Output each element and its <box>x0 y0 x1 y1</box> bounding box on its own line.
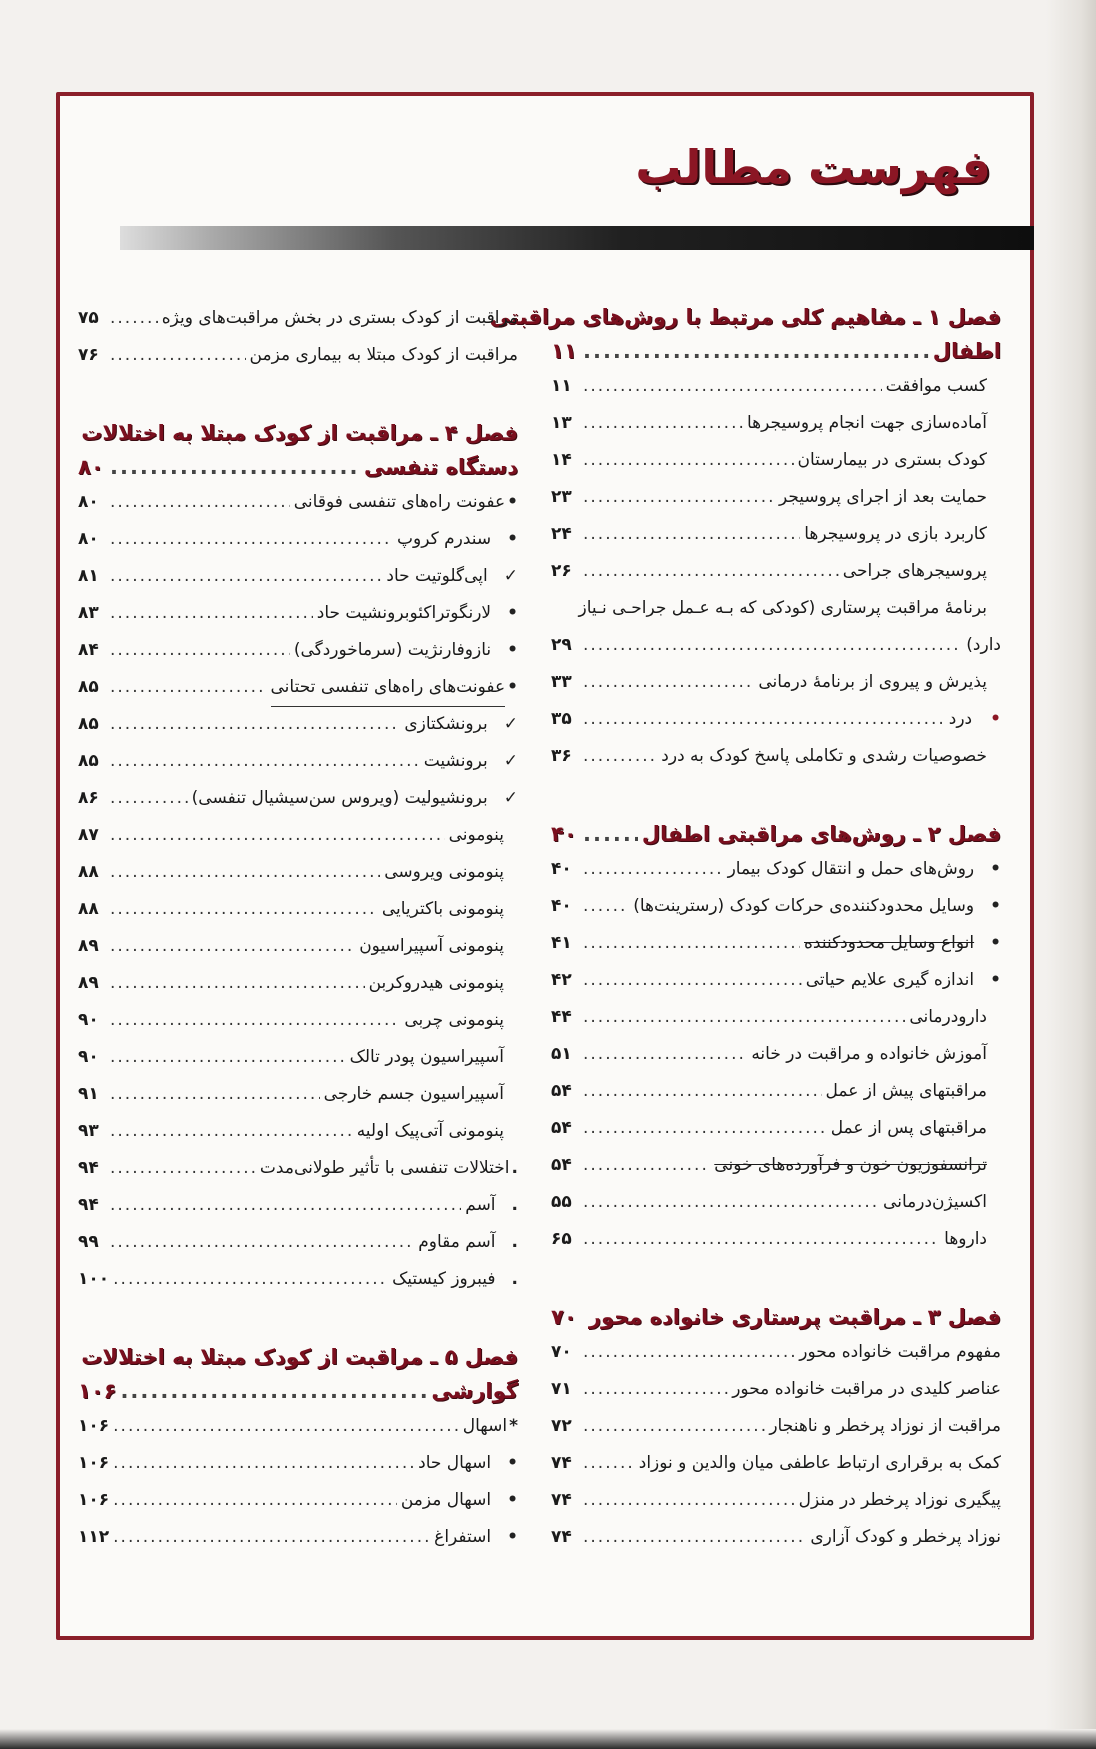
toc-entry[interactable] <box>551 590 1001 627</box>
bullet-icon: . <box>511 1195 518 1215</box>
toc-entry[interactable] <box>551 1519 1001 1556</box>
toc-entry[interactable] <box>551 1221 1001 1258</box>
page-number: ۸۶ <box>78 788 99 808</box>
page-number: ۸۹ <box>78 936 99 956</box>
toc-left-column <box>78 300 518 1556</box>
page-number: ۴۰ <box>551 822 577 846</box>
dot-leader <box>110 817 445 854</box>
toc-entry[interactable] <box>551 962 1001 999</box>
dot-leader <box>110 1150 256 1187</box>
bullet-icon: • <box>990 970 1001 990</box>
toc-entry[interactable] <box>78 1519 518 1556</box>
bullet-icon: . <box>511 1269 518 1289</box>
bullet-icon: • <box>990 709 1001 729</box>
entry-label: برونشیولیت (ویروس سن‌سیشیال تنفسی) <box>191 788 488 808</box>
entry-label: اسهال حاد <box>418 1453 492 1473</box>
dot-leader <box>110 706 400 743</box>
toc-entry[interactable] <box>78 300 518 337</box>
page-number: ۸۵ <box>78 714 99 734</box>
dot-leader <box>113 1408 459 1445</box>
toc-entry[interactable] <box>78 743 518 780</box>
dot-leader <box>110 484 290 521</box>
page-number: ۹۰ <box>78 1047 99 1067</box>
dot-leader <box>110 854 380 891</box>
toc-entry[interactable] <box>551 1371 1001 1408</box>
checkmark-icon: ✓ <box>503 751 518 771</box>
page-number: ۱۰۶ <box>78 1490 110 1510</box>
entry-label: اپی‌گلوتیت حاد <box>386 566 488 586</box>
dot-leader <box>113 1445 414 1482</box>
page-number: ۸۸ <box>78 862 99 882</box>
dot-leader <box>110 1224 414 1261</box>
toc-entry[interactable] <box>78 780 518 817</box>
page-number: ۱۱۲ <box>78 1527 110 1547</box>
dot-leader <box>110 669 267 706</box>
dot-leader <box>583 962 802 999</box>
toc-entry[interactable] <box>551 1110 1001 1147</box>
entry-label: پنومونی ویروسی <box>384 862 504 882</box>
page-number: ۷۵ <box>78 308 99 328</box>
toc-entry[interactable] <box>78 632 518 669</box>
page-number: ۳۳ <box>551 672 572 692</box>
page-title: فهرست مطالب <box>635 140 991 194</box>
entry-label: آماده‌سازی جهت انجام پروسیجرها <box>746 413 987 433</box>
entry-label: استفراغ <box>434 1527 492 1547</box>
page-number: ۷۰ <box>551 1342 572 1362</box>
toc-entry[interactable] <box>78 891 518 928</box>
dot-leader <box>110 595 313 632</box>
dot-leader <box>583 817 638 851</box>
dot-leader <box>583 516 800 553</box>
entry-label: دستگاه تنفسی <box>364 455 518 479</box>
dot-leader <box>110 1187 461 1224</box>
dot-leader <box>110 632 290 669</box>
toc-entry[interactable] <box>551 1482 1001 1519</box>
toc-entry[interactable] <box>78 817 518 854</box>
entry-label: فصل ۴ ـ مراقبت از کودک مبتلا به اختلالات <box>81 421 518 445</box>
bullet-icon: • <box>990 859 1001 879</box>
page-number: ۹۳ <box>78 1121 99 1141</box>
page-number: ۸۰ <box>78 455 104 479</box>
bullet-icon: . <box>511 1232 518 1252</box>
toc-entry[interactable] <box>78 484 518 521</box>
page-number: ۸۴ <box>78 640 99 660</box>
dot-leader <box>583 627 962 664</box>
page-number: ۹۰ <box>78 1010 99 1030</box>
page-number: ۷۴ <box>551 1527 572 1547</box>
page-number: ۵۴ <box>551 1118 572 1138</box>
toc-entry[interactable] <box>551 368 1001 405</box>
dot-leader <box>113 1261 388 1298</box>
entry-label: اکسیژن‌درمانی <box>883 1192 987 1212</box>
entry-label: لارنگوتراکئوبرونشیت حاد <box>316 603 492 623</box>
bullet-icon: * <box>509 1416 518 1436</box>
entry-label: درد <box>948 709 973 729</box>
entry-label: مراقبتهای پیش از عمل <box>825 1081 987 1101</box>
dot-leader <box>583 368 882 405</box>
page-number: ۵۴ <box>551 1155 572 1175</box>
checkmark-icon: ✓ <box>503 714 518 734</box>
chapter-3-items <box>551 1334 1001 1556</box>
dot-leader <box>583 701 945 738</box>
dot-leader <box>110 965 365 1002</box>
entry-label: اختلالات تنفسی با تأثیر طولانی‌مدت <box>259 1158 510 1178</box>
entry-label: آسم مقاوم <box>418 1232 496 1252</box>
chapter-2-items <box>551 851 1001 1258</box>
dot-leader <box>583 738 657 775</box>
entry-label: کسب موافقت <box>885 376 987 396</box>
entry-label: اندازه گیری علایم حیاتی <box>805 970 975 990</box>
entry-label: برونشیت <box>423 751 488 771</box>
dot-leader <box>583 1036 747 1073</box>
entry-label: پنومونی هیدروکربن <box>368 973 504 993</box>
dot-leader <box>583 925 800 962</box>
dot-leader <box>110 1076 320 1113</box>
dot-leader <box>583 1408 765 1445</box>
toc-entry[interactable] <box>78 706 518 743</box>
entry-label: پنومونی آتی‌پیک اولیه <box>356 1121 504 1141</box>
dot-leader <box>110 558 382 595</box>
page-number: ۹۹ <box>78 1232 99 1252</box>
page-number: ۷۱ <box>551 1379 572 1399</box>
toc-entry[interactable] <box>78 965 518 1002</box>
toc-entry[interactable] <box>78 1076 518 1113</box>
bullet-icon: • <box>507 1527 518 1547</box>
page-number: ۹۴ <box>78 1195 99 1215</box>
entry-label: آسم <box>465 1195 496 1215</box>
page-number: ۷۴ <box>551 1453 572 1473</box>
entry-label: عفونت‌های راه‌های تنفسی تحتانی <box>271 669 506 707</box>
toc-entry[interactable] <box>78 1408 518 1445</box>
toc-entry[interactable] <box>78 1445 518 1482</box>
entry-label: فصل ۳ ـ مراقبت پرستاری خانواده محور <box>588 1305 1001 1329</box>
toc-entry[interactable] <box>78 595 518 632</box>
dot-leader <box>110 928 355 965</box>
entry-label: مراقبت از کودک مبتلا به بیماری مزمن <box>249 345 518 365</box>
entry-label: اسهال <box>462 1416 508 1436</box>
page-number: ۱۰۶ <box>78 1453 110 1473</box>
dot-leader <box>583 664 754 701</box>
entry-label: حمایت بعد از اجرای پروسیجر <box>778 487 987 507</box>
entry-label: پنومونی <box>448 825 504 845</box>
toc-entry[interactable] <box>78 1113 518 1150</box>
page-number: ۱۳ <box>551 413 572 433</box>
entry-label: خصوصیات رشدی و تکاملی پاسخ کودک به درد <box>661 746 987 766</box>
toc-entry[interactable] <box>78 1187 518 1224</box>
page-number: ۱۰۶ <box>78 1416 110 1436</box>
page-number: ۸۱ <box>78 566 99 586</box>
page-number: ۳۶ <box>551 746 572 766</box>
entry-label: پیگیری نوزاد پرخطر در منزل <box>798 1490 1001 1510</box>
entry-label: مراقبت از کودک بستری در بخش مراقبت‌های ویژه <box>161 308 518 328</box>
bullet-icon: • <box>507 529 518 549</box>
dot-leader <box>583 1519 806 1556</box>
dot-leader <box>113 1482 397 1519</box>
entry-label: فیبروز کیستیک <box>392 1269 496 1289</box>
chapter-1-items <box>551 368 1001 775</box>
dot-leader <box>583 1073 822 1110</box>
page-number: ۸۷ <box>78 825 99 845</box>
checkmark-icon: ✓ <box>503 566 518 586</box>
dot-leader <box>583 1221 940 1258</box>
dot-leader <box>110 1039 346 1076</box>
entry-label: پنومونی آسپیراسیون <box>359 936 504 956</box>
bullet-icon: • <box>507 492 518 512</box>
dot-leader <box>113 1519 430 1556</box>
entry-label: داروها <box>944 1229 987 1249</box>
toc-entry[interactable] <box>78 1039 518 1076</box>
page-number: ۸۵ <box>78 751 99 771</box>
dot-leader <box>120 1374 427 1408</box>
toc-right-column <box>489 300 1001 1556</box>
toc-entry[interactable] <box>551 888 1001 925</box>
entry-label: سندرم کروپ <box>397 529 492 549</box>
dot-leader <box>583 1334 795 1371</box>
page-number: ۱۴ <box>551 450 572 470</box>
page-number: ۱۱ <box>551 376 572 396</box>
toc-entry[interactable] <box>551 664 1001 701</box>
chapter-1-heading[interactable] <box>489 300 1001 368</box>
page-number: ۸۹ <box>78 973 99 993</box>
toc-entry[interactable] <box>551 479 1001 516</box>
dot-leader <box>110 1113 353 1150</box>
dot-leader <box>110 337 246 374</box>
dot-leader <box>110 521 393 558</box>
entry-label: دارد) <box>966 635 1001 655</box>
entry-label: روش‌های حمل و انتقال کودک بیمار <box>727 859 975 879</box>
toc-entry[interactable] <box>78 1261 518 1298</box>
toc-entry[interactable] <box>551 405 1001 442</box>
chapter-3-continued-items <box>78 300 518 374</box>
chapter-4-heading[interactable] <box>78 416 518 484</box>
dot-leader <box>110 780 188 817</box>
toc-entry[interactable] <box>551 1147 1001 1184</box>
bullet-icon: • <box>507 1490 518 1510</box>
entry-label: آسپیراسیون جسم خارجی <box>323 1084 504 1104</box>
bullet-icon: • <box>990 933 1001 953</box>
page-bottom-shadow <box>0 1729 1096 1749</box>
toc-entry[interactable] <box>78 1150 518 1187</box>
entry-label: کودک بستری در بیمارستان <box>797 450 987 470</box>
toc-entry[interactable] <box>551 1334 1001 1371</box>
page-number: ۴۱ <box>551 933 572 953</box>
entry-label: دارودرمانی <box>909 1007 987 1027</box>
entry-label: برنامهٔ مراقبت پرستاری (کودکی که بـه عـمل جراحـی نـیاز <box>578 598 987 618</box>
toc-entry[interactable] <box>551 1445 1001 1482</box>
dot-leader <box>110 743 420 780</box>
dot-leader <box>583 1147 710 1184</box>
toc-entry[interactable] <box>78 928 518 965</box>
bullet-icon: • <box>507 677 518 697</box>
page-number: ۲۳ <box>551 487 572 507</box>
toc-entry[interactable] <box>78 854 518 891</box>
toc-entry[interactable] <box>78 337 518 374</box>
toc-entry[interactable] <box>551 627 1001 664</box>
entry-label: فصل ۵ ـ مراقبت از کودک مبتلا به اختلالات <box>81 1345 518 1369</box>
toc-entry[interactable] <box>78 1002 518 1039</box>
entry-label: نوزاد پرخطر و کودک آزاری <box>810 1527 1001 1547</box>
entry-label: اسهال مزمن <box>400 1490 492 1510</box>
toc-entry[interactable] <box>78 669 518 706</box>
page-number: ۴۲ <box>551 970 572 990</box>
bullet-icon: . <box>511 1158 518 1178</box>
toc-entry[interactable] <box>551 738 1001 775</box>
toc-entry[interactable] <box>551 701 1001 738</box>
page-number: ۷۲ <box>551 1416 572 1436</box>
toc-entry[interactable] <box>551 442 1001 479</box>
page-number: ۵۵ <box>551 1192 572 1212</box>
toc-entry[interactable] <box>551 1036 1001 1073</box>
page-number: ۱۰۰ <box>78 1269 110 1289</box>
toc-entry[interactable] <box>551 999 1001 1036</box>
entry-label: پنومونی باکتریایی <box>381 899 504 919</box>
toc-entry[interactable] <box>551 1408 1001 1445</box>
page-number: ۸۵ <box>78 677 99 697</box>
page-number: ۷۴ <box>551 1490 572 1510</box>
page-number: ۸۰ <box>78 529 99 549</box>
entry-label: عفونت راه‌های تنفسی فوقانی <box>293 492 506 512</box>
page-number: ۳۵ <box>551 709 572 729</box>
checkmark-icon: ✓ <box>503 788 518 808</box>
entry-label: مراقبتهای پس از عمل <box>830 1118 987 1138</box>
entry-label: پذیرش و پیروی از برنامهٔ درمانی <box>758 672 987 692</box>
bullet-icon: • <box>507 640 518 660</box>
title-underline-bar <box>120 226 1034 250</box>
page-number: ۷۶ <box>78 345 99 365</box>
page-number: ۲۴ <box>551 524 572 544</box>
dot-leader <box>583 999 905 1036</box>
toc-entry[interactable] <box>551 851 1001 888</box>
dot-leader <box>583 1445 635 1482</box>
toc-entry[interactable] <box>78 521 518 558</box>
entry-label: وسایل محدودکننده‌ی حرکات کودک (رسترینت‌ها) <box>633 896 975 916</box>
page-number: ۸۸ <box>78 899 99 919</box>
entry-label: پروسیجرهای جراحی <box>842 561 987 581</box>
dot-leader <box>583 442 794 479</box>
bullet-icon: • <box>507 603 518 623</box>
toc-entry[interactable] <box>78 558 518 595</box>
page-number: ۲۶ <box>551 561 572 581</box>
entry-label: کاربرد بازی در پروسیجرها <box>804 524 987 544</box>
dot-leader <box>110 300 158 337</box>
toc-entry[interactable] <box>78 1224 518 1261</box>
entry-label: مراقبت از نوزاد پرخطر و ناهنجار <box>769 1416 1001 1436</box>
page-number: ۱۱ <box>551 339 577 363</box>
toc-entry[interactable] <box>551 925 1001 962</box>
entry-label: پنومونی چربی <box>404 1010 504 1030</box>
chapter-5-items <box>78 1408 518 1556</box>
entry-label: گوارشی <box>431 1379 518 1403</box>
page-number: ۴۰ <box>551 896 572 916</box>
entry-label: آسپیراسیون پودر تالک <box>349 1047 504 1067</box>
dot-leader <box>583 851 724 888</box>
page-number: ۵۱ <box>551 1044 572 1064</box>
dot-leader <box>583 405 743 442</box>
chapter-4-items <box>78 484 518 1298</box>
bullet-icon: • <box>507 1453 518 1473</box>
page-number: ۹۱ <box>78 1084 99 1104</box>
page-number: ۴۰ <box>551 859 572 879</box>
page-edge-shadow <box>1046 0 1096 1749</box>
page-number: ۲۹ <box>551 635 572 655</box>
entry-label: نازوفارنژیت (سرماخوردگی) <box>293 640 492 660</box>
entry-label: اطفال <box>932 339 1001 363</box>
toc-entry[interactable] <box>78 1482 518 1519</box>
bullet-icon: • <box>990 896 1001 916</box>
entry-label: فصل ۲ ـ روش‌های مراقبتی اطفال <box>641 822 1001 846</box>
entry-label: برونشکتازی <box>404 714 488 734</box>
chapter-5-heading[interactable] <box>78 1340 518 1408</box>
dot-leader <box>583 1300 585 1334</box>
toc-entry[interactable] <box>551 553 1001 590</box>
dot-leader <box>583 479 775 516</box>
dot-leader <box>583 1110 827 1147</box>
dot-leader <box>583 553 839 590</box>
entry-label: انواع وسایل محدودکننده <box>804 933 975 953</box>
dot-leader <box>110 891 378 928</box>
entry-label: ترانسفوزیون خون و فرآورده‌های خونی <box>714 1155 987 1175</box>
page-number: ۸۳ <box>78 603 99 623</box>
entry-label: مفهوم مراقبت خانواده محور <box>799 1342 1001 1362</box>
dot-leader <box>110 1002 400 1039</box>
page-number: ۶۵ <box>551 1229 572 1249</box>
entry-label: فصل ۱ ـ مفاهیم کلی مرتبط با روش‌های مراقبتی <box>489 305 1001 329</box>
dot-leader <box>110 450 360 484</box>
chapter-2-heading[interactable] <box>551 817 1001 851</box>
chapter-3-heading[interactable] <box>551 1300 1001 1334</box>
dot-leader <box>583 1184 879 1221</box>
entry-label: عناصر کلیدی در مراقبت خانواده محور <box>732 1379 1001 1399</box>
page-number: ۸۰ <box>78 492 99 512</box>
dot-leader <box>583 334 929 368</box>
toc-entry[interactable] <box>551 1184 1001 1221</box>
toc-entry[interactable] <box>551 516 1001 553</box>
dot-leader <box>583 1371 728 1408</box>
page-number: ۷۰ <box>551 1305 577 1329</box>
dot-leader <box>583 888 629 925</box>
entry-label: آموزش خانواده و مراقبت در خانه <box>751 1044 987 1064</box>
entry-label: کمک به برقراری ارتباط عاطفی میان والدین و نوزاد <box>638 1453 1001 1473</box>
page-number: ۱۰۶ <box>78 1379 117 1403</box>
page-number: ۵۴ <box>551 1081 572 1101</box>
page-number: ۹۴ <box>78 1158 99 1178</box>
toc-entry[interactable] <box>551 1073 1001 1110</box>
dot-leader <box>583 1482 795 1519</box>
page-number: ۴۴ <box>551 1007 572 1027</box>
